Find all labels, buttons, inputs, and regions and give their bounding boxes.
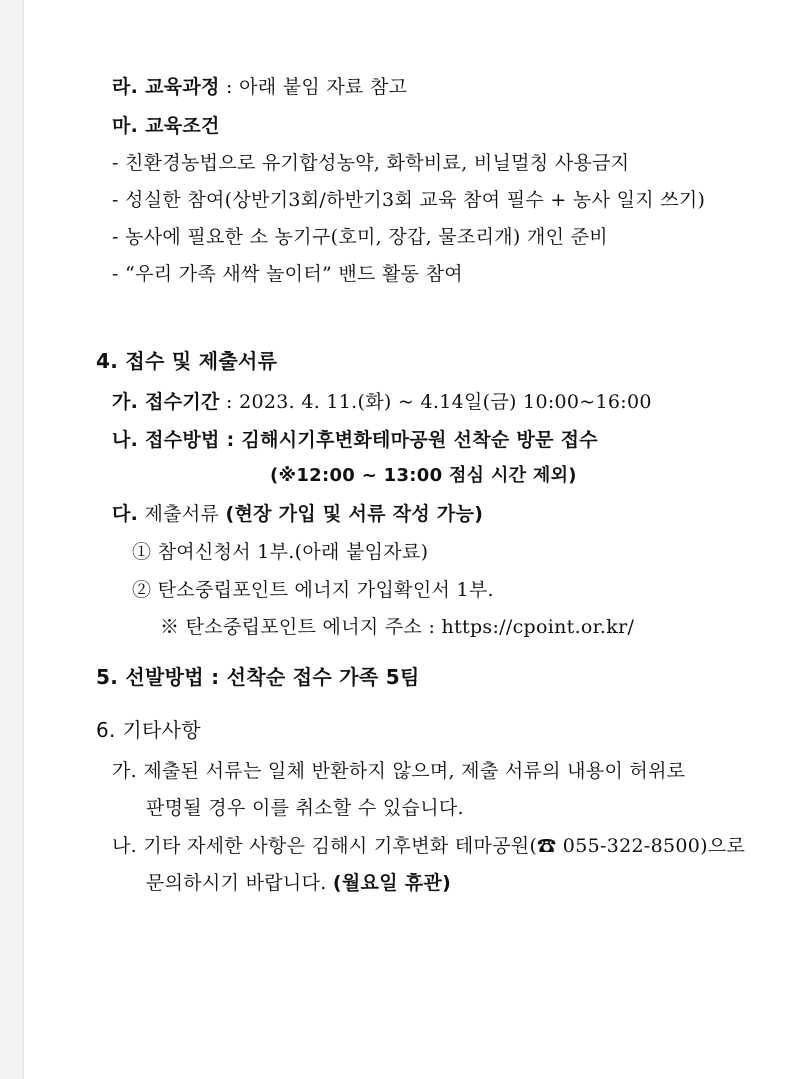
method-note: (※12:00 ~ 13:00 점심 시간 제외): [270, 465, 577, 486]
misc-item-ga-line1: 가. 제출된 서류는 일체 반환하지 않으며, 제출 서류의 내용이 허위로: [112, 760, 686, 782]
document-item: ② 탄소중립포인트 에너지 가입확인서 1부.: [132, 579, 494, 601]
condition-item: - “우리 가족 새싹 놀이터” 밴드 활동 참여: [112, 263, 463, 285]
misc-item-ga-line2: 판명될 경우 이를 취소할 수 있습니다.: [146, 797, 464, 819]
documents-text: 제출서류: [138, 503, 226, 525]
document-item: ① 참여신청서 1부.(아래 붙임자료): [132, 541, 429, 563]
course-text: : 아래 붙임 자료 참고: [219, 76, 408, 98]
documents-line: [112, 501, 483, 527]
document-page: [24, 0, 800, 1079]
cpoint-note: ※ 탄소중립포인트 에너지 주소 : https://cpoint.or.kr/: [160, 616, 635, 638]
conditions-heading: 마. 교육조건: [112, 115, 220, 137]
period-label: 가. 접수기간: [112, 391, 220, 413]
misc-item-na-text: 문의하시기 바랍니다.: [146, 872, 333, 894]
section4-heading: 4. 접수 및 제출서류: [96, 349, 278, 373]
course-label: 라. 교육과정: [112, 76, 220, 98]
misc-item-na-line1: 나. 기타 자세한 사항은 김해시 기후변화 테마공원(☎ 055-322-8500)으로: [112, 835, 746, 857]
condition-item: - 농사에 필요한 소 농기구(호미, 장갑, 물조리개) 개인 준비: [112, 226, 608, 248]
period-line: [112, 389, 652, 415]
period-text: : 2023. 4. 11.(화) ~ 4.14일(금) 10:00~16:00: [219, 391, 652, 413]
documents-label: 다.: [112, 503, 139, 525]
section6-heading: 6. 기타사항: [96, 718, 201, 742]
condition-item: - 성실한 참여(상반기3회/하반기3회 교육 참여 필수 + 농사 일지 쓰기): [112, 189, 706, 211]
condition-item: - 친환경농법으로 유기합성농약, 화학비료, 비닐멀칭 사용금지: [112, 152, 630, 174]
misc-item-na-line2: [146, 870, 451, 896]
closed-monday-note: (월요일 휴관): [332, 872, 452, 894]
method-line: 나. 접수방법 : 김해시기후변화테마공원 선착순 방문 접수: [112, 429, 598, 451]
course-line: [112, 74, 407, 100]
documents-bold: (현장 가입 및 서류 작성 가능): [225, 503, 484, 525]
section5-heading: 5. 선발방법 : 선착순 접수 가족 5팀: [96, 665, 420, 689]
